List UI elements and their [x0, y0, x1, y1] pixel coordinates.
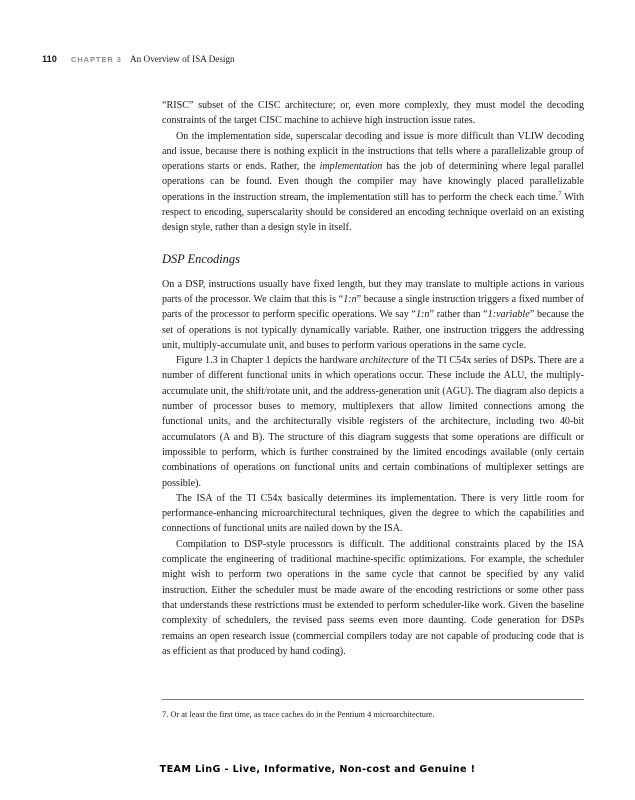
footnote-text: Or at least the first time, as trace caches do in the Pentium 4 microarchitecture. [170, 710, 435, 719]
body-text [162, 98, 584, 659]
footnote-divider [162, 699, 584, 700]
footnote-reference[interactable]: 7 [558, 190, 562, 198]
footnote [162, 709, 584, 720]
footnote-number: 7. [162, 710, 169, 719]
emphasis-implementation: implementation [319, 161, 383, 173]
section-heading-dsp-encodings: DSP Encodings [162, 251, 240, 266]
chapter-title: An Overview of ISA Design [130, 54, 235, 64]
paragraph-ti-c54x-architecture: Figure 1.3 in Chapter 1 depicts the hardware architecture of the TI C54x series of DSPs. There are a number of different functional units in which operations occur. These include the ALU, the multiply-accumulate unit, the shift/rotate unit, and the address-generation unit (AGU). The diagram also depicts a number of processor buses to memory, multiplexers that allow limited connections among the functional units, and the architecturally visible registers of the architecture, including two 40-bit accumulators (A and B). The structure of this diagram suggests that some operations are difficult or impossible to perform, which is further constrained by the limited encodings available (only certain combinations of operations on functional units and certain combinations of multiplexer settings are possible). [162, 355, 585, 489]
running-header [42, 54, 235, 64]
paragraph-superscalar: On the implementation side, superscalar decoding and issue is more difficult than VLIW decoding and issue, because there is nothing explicit in the instructions that tells where a parallelizable group of operations starts or ends. Rather, the implementation has the job of determining where legal parallel operations can be found. Even though the compiler may have knowingly placed parallelizable operations in the instruction stream, the implementation still has to perform the check each time.$^7$ With respect to encoding, superscalarity should be considered an encoding technique overlaid on an existing design style, rather than a design style in itself. [162, 130, 584, 234]
paragraph-isa-implementation: The ISA of the TI C54x basically determines its implementation. There is very little room for performance-enhancing microarchitectural techniques, given the degree to which the capabilities and connections of functional units are nailed down by the ISA. [162, 492, 584, 535]
paragraph-risc-subset: “RISC” subset of the CISC architecture; or, even more complexly, they must model the decoding constraints of the target CISC machine to achieve high instruction issue rates. [162, 100, 584, 127]
page-number: 110 [42, 54, 57, 64]
paragraph-dsp-intro: On a DSP, instructions usually have fixed length, but they may translate to multiple actions in various parts of the processor. We claim that this is “1:n” because a single instruction triggers a fixed number of parts of the processor to perform specific operations. We say “1:n” rather than “1:variable” because the set of operations is not typically dynamically variable. Rather, one instruction triggers the addressing unit, multiply-accumulate unit, and buses to perform various operations in the same cycle. [162, 278, 584, 351]
footer-banner: TEAM LinG - Live, Informative, Non-cost and Genuine ! [159, 764, 476, 775]
paragraph-compilation: Compilation to DSP-style processors is difficult. The additional constraints placed by the ISA complicate the engineering of traditional machine-specific optimizations. For example, the scheduler might wish to perform two operations in the same cycle that cannot be specified by any valid instruction. Either the scheduler must be made aware of the encoding restrictions or some other pass that understands these restrictions must be extended to perform scheduler-like work. Given the baseline complexity of schedulers, the revised pass seems even more daunting. Code generation for DSPs remains an open research issue (commercial compilers today are not capable of producing code that is as efficient as that produced by hand coding). [162, 538, 584, 657]
chapter-label: CHAPTER 3 [70, 55, 122, 64]
